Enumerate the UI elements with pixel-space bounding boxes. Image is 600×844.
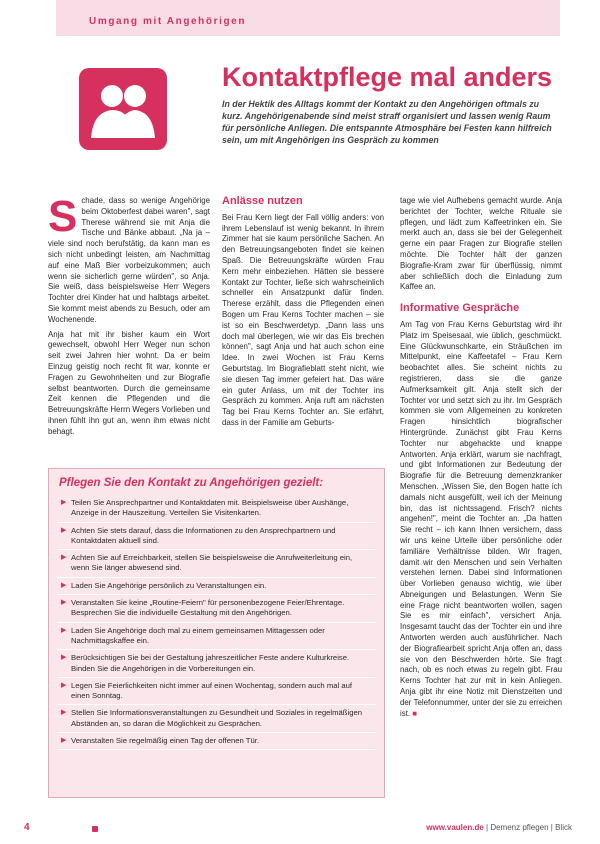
two-people-icon (79, 68, 167, 150)
tip-item (57, 523, 376, 551)
tip-text: Achten Sie stets darauf, dass die Informationen zu den Ansprechpartnern und Kontaktdaten aktuell sind. (71, 525, 336, 545)
triangle-bullet-icon: ▶ (61, 681, 67, 689)
body-paragraph (400, 320, 562, 719)
triangle-bullet-icon: ▶ (61, 599, 67, 607)
body-paragraph: Bei Frau Kern liegt der Fall völlig anders: von ihrem Lebenslauf ist wenig bekannt. In ihrem Zimmer hat sie kaum persönliche Sachen. An den Betreuungsangeboten findet sie keinen Spaß. Die Betreuungskräfte würden Frau Kern mehr einbeziehen. Hätten sie bessere Kontakt zur Tochter, ließe sich wahrscheinlich schneller ein Ansatzpunkt dafür finden. Therese erzählt, dass die Pflegenden einen Bogen um Frau Kerns Tochter machen – sie ist so ein Beschwerdetyp. „Dann lass uns doch mal überlegen, wie wir das Eis brechen können", sagt Anja und hat auch schon eine Idee. In zwei Wochen ist Frau Kerns Geburtstag. Im Biografieblatt steht nicht, wie sie diesen Tag immer gefeiert hat. Das wäre ein guter Anlass, um mit der Tochter ins Gespräch zu kommen. Anja ruft am nächsten Tag bei Frau Kerns Tochter an. Sie erfährt, dass in der Familie am Geburts- (222, 212, 384, 427)
tip-text: Berücksichtigen Sie bei der Gestaltung jahreszeitlicher Feste andere Kulturkreise. Binden Sie die Angehörigen in die Vorbereitungen ein. (71, 653, 350, 673)
tips-title: Pflegen Sie den Kontakt zu Angehörigen gezielt: (59, 477, 324, 489)
tip-text: Veranstalten Sie regelmäßig einen Tag der offenen Tür. (71, 736, 260, 746)
end-mark-icon: ■ (412, 708, 418, 718)
tips-list (49, 495, 384, 750)
tip-item (57, 705, 376, 733)
footer-url-link[interactable]: www.vaulen.de (426, 823, 484, 832)
footer-credit (426, 823, 572, 832)
body-paragraph: tage wie viel Aufhebens gemacht wurde. Anja berichtet der Tochter, welche Rituale sie pflegen, und lädt zum Kaffeetrinken ein. Sie merkt auch an, dass sie bei der Gelegenheit gerne ein paar Fragen zur Biografie stellen möchte. Die Tochter hält der ganzen Biografie-Kram zwar für überflüssig, nimmt aber schließlich doch die Einladung zum Kaffee an. (400, 196, 562, 292)
square-marker-icon (92, 826, 98, 832)
tip-text: Stellen Sie Informationsveranstaltungen zu Gesundheit und Soziales in regelmäßigen Abständen an, so daran die Möglichkeit zu Gesprächen. (71, 708, 363, 728)
triangle-bullet-icon: ▶ (61, 526, 67, 534)
tips-box (48, 468, 385, 798)
triangle-bullet-icon: ▶ (61, 554, 67, 562)
article-column-1 (48, 192, 210, 442)
page-number: 4 (24, 822, 30, 833)
footer-publication: | Demenz pflegen | Blick (486, 823, 572, 832)
tip-text: Legen Sie Feierlichkeiten nicht immer auf einen Wochentag, sondern auch mal auf einen Sonntag. (71, 680, 353, 701)
tip-text: Laden Sie Angehörige doch mal zu einem gemeinsamen Mittagessen oder Nachmittagskaffee ein. (71, 625, 325, 645)
page-title: Kontaktpflege mal anders (222, 62, 553, 92)
triangle-bullet-icon: ▶ (61, 654, 67, 662)
tip-text: Achten Sie auf Erreichbarkeit, stellen Sie beispielsweise die Anrufweiterleitung ein, wenn Sie länger abwesend sind. (71, 553, 353, 573)
triangle-bullet-icon: ▶ (61, 581, 67, 589)
tip-item (57, 678, 376, 706)
article-column-3 (400, 196, 562, 723)
triangle-bullet-icon: ▶ (61, 499, 67, 506)
tip-item (57, 623, 376, 651)
tip-item (57, 595, 376, 623)
body-paragraph: Anja hat mit ihr bisher kaum ein Wort gewechselt, obwohl Herr Weger nun schon seit zwei Jahren hier wohnt. Da er beim Einzug geistig noch recht fit war, konnte er Fragen zu Gewohnheiten und zur Biografie selbst beantworten. Durch die gemeinsame Zeit kennen die Pflegenden und die Betreuungskräfte Herrn Wegers Vorlieben und ihnen fühlt ihn gut an, wenn ihm etwas nicht behagt. (48, 329, 210, 436)
tip-item (57, 550, 376, 578)
triangle-bullet-icon: ▶ (61, 626, 67, 634)
article-column-2 (222, 196, 384, 433)
tip-item (57, 578, 376, 595)
tip-item (57, 650, 376, 678)
tip-item (57, 733, 376, 750)
tip-text: Laden Sie Angehörige persönlich zu Veranstaltungen ein. (71, 580, 267, 590)
triangle-bullet-icon: ▶ (61, 737, 67, 745)
section-label: Umgang mit Angehörigen (89, 16, 247, 27)
subheading-anlaesse: Anlässe nutzen (222, 195, 303, 207)
intro-paragraph (48, 192, 210, 326)
subheading-gespraeche: Informative Gespräche (400, 302, 520, 315)
intro-text: chade, dass so wenige Angehörige beim Oktoberfest dabei waren", sagt Therese während sie mit Anja die Tische und Bänke abbaut. „Na ja – viele sind noch berufstätig, da kann man es sich nicht unbedingt leisten, am Nachmittag auf eine Maß Bier vorbeizukommen; auch wenn sie sicherlich gerne würden", so Anja. Sie weiß, dass beispielsweise Herr Wegers Tochter drei Kinder hat und halbtags arbeitet. Sie kommt meist abends zu Besuch, oder am Wochenende. (48, 196, 210, 324)
lead-paragraph: In der Hektik des Alltags kommt der Kontakt zu den Angehörigen oftmals zu kurz. Angehörigenabende sind meist straff organisiert und lassen wenig Raum für persönliche Anliegen. Die entspannte Atmosphäre bei Festen kann hilfreich sein, um mit Angehörigen ins Gespräch zu kommen (222, 99, 552, 145)
body-text: Am Tag von Frau Kerns Geburtstag wird ihr Platz im Speisesaal, wie üblich, geschmückt. Eine Glückwunschkarte, ein Sträußchen im Mittelpunkt, eine Kaffeetafel – Frau Kern beobachtet alles. Sie scheint nichts zu registrieren, dass sie die ganze Aufmerksamkeit gilt. Anja stellt sich der Tochter vor und setzt sich zu ihr. Im Gespräch kommen sie vom Allgemeinen zu konkreten Fragen hinsichtlich biografischer Hintergründe. Zunächst gibt Frau Kerns Tochter nur abgehackte und knappe Antworten. Anja erklärt, warum sie nachfragt, und gibt Informationen zur Bedeutung der Biografie für die Betreuung demenzkranker Menschen. „Wissen Sie, den Bogen hatte ich damals nicht ausgefüllt, weil ich der Meinung bin, das ist nichtssagend. Frisch? nichts angehen!", meint die Tochter an. „Da hatten Sie recht – ich kann Ihnen versichern, dass wir uns keine Urteile über persönliche oder familiäre Verhältnisse bilden. Wir fragen, damit wir den Menschen und sein Verhalten verstehen lernen. Dabei sind Informationen über Vorlieben genauso wichtig, wie über Abneigungen und Belastungen. Wenn Sie eine Frage nicht beantworten wollen, sagen Sie es mir einfach", versichert Anja. Insgesamt taucht das der Tochter ein und ihre Antworten werden auch ausführlicher. Nach der Biografiearbeit spricht Anja offen an, dass sie von den Beschwerden hörte. Sie fragt nach, ob es noch etwas zu regeln gibt. Frau Kerns Tochter hat zur mit in kein Anliegen. Anja gibt ihr eine Notiz mit Dienstzeiten und der Telefonnummer, unter der sie zu erreichen ist. (400, 319, 562, 718)
triangle-bullet-icon: ▶ (61, 709, 67, 717)
tip-text: Teilen Sie Ansprechpartner und Kontaktdaten mit. Beispielsweise über Aushänge, Anzeige in der Hauszeitung. Verteilen Sie Visitenkarten. (71, 498, 349, 518)
tip-text: Veranstalten Sie keine „Routine-Feiern" für personenbezogene Feier/Ehrentage. Besprechen Sie die individuelle Gestaltung mit den Angehörigen. (71, 598, 345, 618)
tip-item (57, 495, 376, 523)
drop-cap: S (48, 192, 78, 241)
